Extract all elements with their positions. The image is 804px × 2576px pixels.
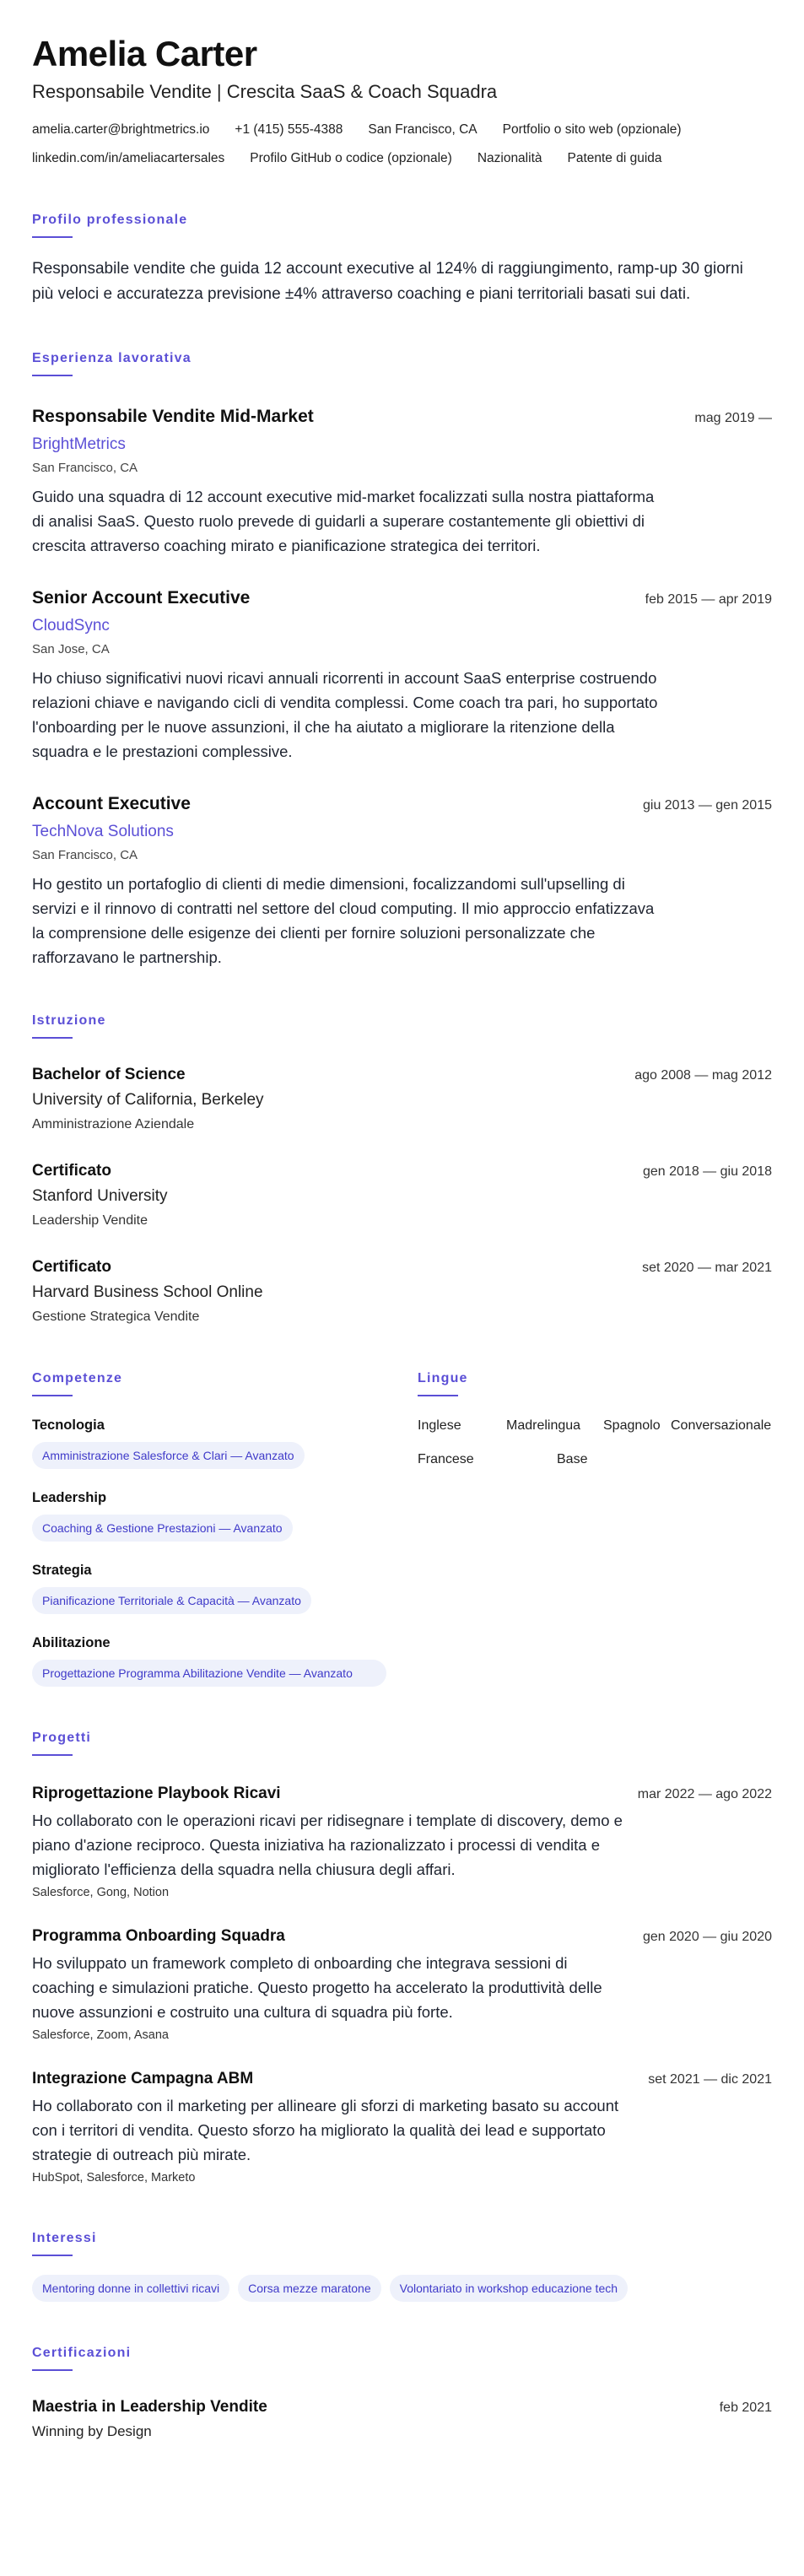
skill-group [32, 1560, 418, 1614]
section-divider [32, 2255, 73, 2256]
summary-section [32, 211, 772, 307]
experience-entry [32, 586, 772, 764]
job-dates: giu 2013 — gen 2015 [642, 798, 772, 813]
summary-text: Responsabile vendite che guida 12 account executive al 124% di raggiungimento, ramp-up 30 giorni più veloci e accuratezza previsione ±4% attraverso coaching e piani territoriali basati sui dati. [32, 260, 743, 303]
contact-portfolio[interactable]: Portfolio o sito web (opzionale) [502, 122, 682, 137]
skills-languages-row [32, 1369, 772, 1687]
section-divider [32, 236, 73, 238]
section-title-education: Istruzione [32, 1013, 106, 1028]
education-dates: set 2020 — mar 2021 [642, 1261, 772, 1275]
job-dates: mag 2019 — [694, 411, 772, 425]
skill-chip: Coaching & Gestione Prestazioni — Avanzato [32, 1515, 293, 1542]
job-role: Senior Account Executive [32, 588, 251, 608]
education-school: Stanford University [32, 1187, 168, 1205]
language-name: Spagnolo [603, 1418, 661, 1433]
job-company: TechNova Solutions [32, 823, 174, 840]
job-role: Responsabile Vendite Mid-Market [32, 407, 314, 426]
education-dates: gen 2018 — giu 2018 [642, 1164, 772, 1179]
job-company: CloudSync [32, 617, 110, 635]
project-dates: set 2021 — dic 2021 [648, 2072, 772, 2087]
project-dates: gen 2020 — giu 2020 [642, 1930, 772, 1944]
job-dates: feb 2015 — apr 2019 [645, 592, 772, 607]
resume-header [32, 32, 772, 169]
skill-chip: Amministrazione Salesforce & Clari — Avanzato [32, 1442, 305, 1469]
education-field: Leadership Vendite [32, 1213, 148, 1228]
job-description: Ho chiuso significativi nuovi ricavi annuali ricorrenti in account SaaS enterprise costruendo relazioni chiave e navigando cicli di vendita complessi. Come coach tra pari, ho supportato l'onboarding per le nuove assunzioni, il che ha aiutato a migliorare la ritenzione della squadra e le prestazioni complessive. [32, 669, 658, 760]
language-level: Base [557, 1452, 588, 1466]
section-title-certifications: Certificazioni [32, 2346, 132, 2360]
project-title: Programma Onboarding Squadra [32, 1927, 285, 1945]
contact-driving-license: Patente di guida [567, 151, 662, 165]
interest-chip: Mentoring donne in collettivi ricavi [32, 2275, 229, 2302]
section-title-experience: Esperienza lavorativa [32, 351, 192, 365]
education-field: Amministrazione Aziendale [32, 1117, 195, 1131]
contact-phone[interactable]: +1 (415) 555-4388 [235, 122, 343, 137]
project-tech: Salesforce, Gong, Notion [32, 1886, 170, 1899]
education-dates: ago 2008 — mag 2012 [634, 1068, 772, 1083]
candidate-headline: Responsabile Vendite | Crescita SaaS & Coach Squadra [32, 81, 498, 102]
section-title-skills: Competenze [32, 1371, 123, 1385]
skill-chip: Progettazione Programma Abilitazione Vendite — Avanzato [32, 1660, 386, 1687]
skill-category: Abilitazione [32, 1635, 111, 1650]
language-list [418, 1417, 772, 1469]
skill-group [32, 1415, 418, 1469]
section-divider [32, 2369, 73, 2371]
section-title-projects: Progetti [32, 1731, 92, 1745]
job-location: San Francisco, CA [32, 461, 138, 475]
experience-entry [32, 792, 772, 969]
skill-category: Leadership [32, 1490, 107, 1505]
job-description: Guido una squadra di 12 account executive mid-market focalizzati sulla nostra piattaforma di analisi SaaS. Questo ruolo prevede di guidarli a superare costantemente gli obiettivi di crescita attraverso coaching mirato e pianificazione strategica dei territori. [32, 488, 655, 554]
language-name: Inglese [418, 1418, 461, 1433]
education-school: Harvard Business School Online [32, 1283, 263, 1301]
language-level: Madrelingua [506, 1418, 581, 1433]
section-title-summary: Profilo professionale [32, 213, 188, 227]
section-divider [32, 1037, 73, 1039]
section-divider [418, 1395, 458, 1396]
projects-section [32, 1729, 772, 2187]
project-tech: HubSpot, Salesforce, Marketo [32, 2171, 196, 2184]
contact-list [32, 120, 772, 169]
project-description: Ho collaborato con le operazioni ricavi per ridisegnare i template di discovery, demo e piano d'azione reciproco. Questa iniziativa ha razionalizzato i processi di vendita e migliorato l'efficienza della squadra nella chiusura degli affari. [32, 1812, 623, 1878]
interest-chip: Volontariato in workshop educazione tech [390, 2275, 628, 2302]
languages-section [418, 1369, 772, 1687]
education-degree: Certificato [32, 1258, 111, 1276]
project-title: Integrazione Campagna ABM [32, 2070, 254, 2087]
interest-chip: Corsa mezze maratone [238, 2275, 381, 2302]
project-description: Ho sviluppato un framework completo di onboarding che integrava sessioni di coaching e simulazioni pratiche. Questo progetto ha accelerato la produttività delle nuove assunzioni e costruito una cultura di squadra più forte. [32, 1954, 602, 2021]
contact-email[interactable]: amelia.carter@brightmetrics.io [32, 122, 210, 137]
job-description: Ho gestito un portafoglio di clienti di medie dimensioni, focalizzandomi sull'upselling di servizi e il rinnovo di contratti nel settore del cloud computing. Il mio approccio enfatizzava la comprensione delle esigenze dei clienti per fornire soluzioni personalizzate che rafforzavano le partnership. [32, 875, 655, 966]
project-description: Ho collaborato con il marketing per allineare gli sforzi di marketing basato su account con i territori di vendita. Questo sforzo ha migliorato la qualità dei lead e supportato strategie di outreach più mirate. [32, 2097, 619, 2163]
skill-category: Strategia [32, 1563, 92, 1578]
section-title-languages: Lingue [418, 1371, 468, 1385]
experience-section [32, 349, 772, 969]
project-tech: Salesforce, Zoom, Asana [32, 2028, 169, 2042]
job-location: San Jose, CA [32, 642, 110, 656]
education-degree: Bachelor of Science [32, 1066, 186, 1083]
contact-github[interactable]: Profilo GitHub o codice (opzionale) [250, 151, 452, 165]
experience-entry [32, 405, 772, 558]
skill-group [32, 1488, 418, 1542]
certification-entry [32, 2396, 772, 2442]
certification-title: Maestria in Leadership Vendite [32, 2398, 267, 2416]
certification-date: feb 2021 [719, 2400, 772, 2415]
education-field: Gestione Strategica Vendite [32, 1310, 200, 1324]
contact-nationality: Nazionalità [477, 151, 542, 165]
education-degree: Certificato [32, 1162, 111, 1180]
education-section [32, 1012, 772, 1327]
job-location: San Francisco, CA [32, 848, 138, 862]
section-divider [32, 375, 73, 376]
certification-issuer: Winning by Design [32, 2423, 152, 2439]
skill-chip: Pianificazione Territoriale & Capacità — Avanzato [32, 1587, 311, 1614]
section-divider [32, 1395, 73, 1396]
skills-section [32, 1369, 418, 1687]
job-company: BrightMetrics [32, 435, 126, 453]
education-entry [32, 1256, 772, 1327]
project-dates: mar 2022 — ago 2022 [637, 1787, 772, 1801]
interests-section [32, 2229, 772, 2302]
skill-group [32, 1633, 418, 1687]
certifications-section [32, 2344, 772, 2442]
interest-list [32, 2275, 772, 2302]
education-entry [32, 1160, 772, 1231]
project-entry [32, 1783, 772, 1902]
project-entry [32, 2068, 772, 2187]
language-level: Conversazionale [671, 1418, 772, 1433]
candidate-name: Amelia Carter [32, 34, 257, 73]
education-school: University of California, Berkeley [32, 1091, 264, 1109]
language-name: Francese [418, 1452, 474, 1466]
section-divider [32, 1754, 73, 1756]
section-title-interests: Interessi [32, 2231, 97, 2245]
contact-linkedin[interactable]: linkedin.com/in/ameliacartersales [32, 151, 225, 165]
project-title: Riprogettazione Playbook Ricavi [32, 1785, 281, 1802]
education-entry [32, 1064, 772, 1135]
contact-location: San Francisco, CA [368, 122, 478, 137]
project-entry [32, 1925, 772, 2044]
job-role: Account Executive [32, 794, 191, 813]
skill-category: Tecnologia [32, 1418, 105, 1433]
